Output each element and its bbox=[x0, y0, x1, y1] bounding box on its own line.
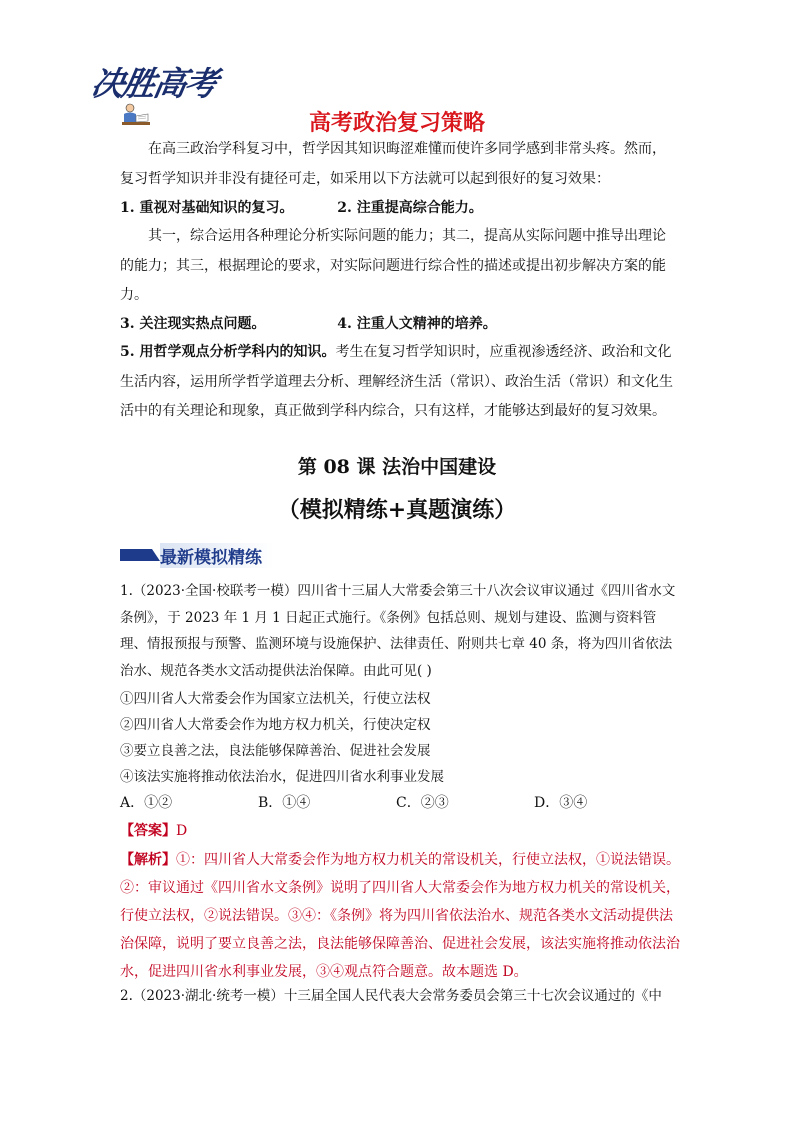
tip-5-text: 考生在复习哲学知识时，应重视渗透经济、政治和文化生活内容，运用所学哲学道理去分析、理解经济生活（常识）、政治生活（常识）和文化生活中的有关理论和现象，真正做到学科内综合，只有这样，才能够达到最好的复习效果。 bbox=[120, 344, 673, 419]
tip-3: 3. 关注现实热点问题。 bbox=[120, 316, 266, 332]
question-1-stem: 1.（2023·全国·校联考一模）四川省十三届人大常委会第三十八次会议审议通过《四川省水文条例》，于 2023 年 1 月 1 日起正式施行。《条例》包括总则、规划与建设、监测与资料管理、情报预报与预警、监测环境与设施保护、法律责任、附则共七章 40 条，将为四川省依法治水、规范各类水文活动提供法治保障。由此可见( ) bbox=[120, 583, 676, 679]
analysis-label: 【解析】 bbox=[120, 852, 176, 868]
section-marker bbox=[120, 549, 160, 561]
analysis-paragraph bbox=[120, 846, 686, 986]
page-title: 高考政治复习策略 bbox=[308, 111, 485, 136]
section-header bbox=[120, 543, 676, 569]
tip-5-paragraph bbox=[120, 338, 676, 427]
question-2-stem: 2.（2023·湖北·统考一模）十三届全国人民代表大会常务委员会第三十七次会议通过的《中 bbox=[120, 988, 662, 1004]
question-1-statement: ①四川省人大常委会作为国家立法机关，行使立法权 bbox=[120, 691, 431, 707]
option-b[interactable]: B．①④ bbox=[258, 795, 311, 811]
answer-label: 【答案】 bbox=[120, 823, 176, 839]
question-1-statement: ③要立良善之法，良法能够保障善治、促进社会发展 bbox=[120, 743, 431, 759]
tips-row-2 bbox=[120, 310, 676, 340]
question-1-options bbox=[120, 792, 676, 816]
option-a[interactable]: A．①② bbox=[120, 795, 173, 811]
question-1-statement: ④该法实施将推动依法治水，促进四川省水利事业发展 bbox=[120, 769, 444, 785]
section-label: 最新模拟精练 bbox=[160, 543, 274, 568]
question-1-statement: ②四川省人大常委会作为地方权力机关，行使决定权 bbox=[120, 717, 431, 733]
tips-row-1 bbox=[120, 194, 676, 224]
tip-2: 2. 注重提高综合能力。 bbox=[337, 200, 483, 216]
tip-4: 4. 注重人文精神的培养。 bbox=[337, 316, 497, 332]
logo-text: 决胜高考 bbox=[88, 64, 220, 103]
option-c[interactable]: C．②③ bbox=[396, 795, 449, 811]
analysis-text: ①：四川省人大常委会作为地方权力机关的常设机关，行使立法权，①说法错误。②：审议通过《四川省水文条例》说明了四川省人大常委会作为地方权力机关的常设机关，行使立法权，②说法错误。③④：《条例》将为四川省依法治水、规范各类水文活动提供法治保障，说明了要立良善之法，良法能够保障善治、促进社会发展，该法实施将推动依法治水，促进四川省水利事业发展，③④观点符合题意。故本题选 D。 bbox=[120, 852, 680, 980]
tip-1: 1. 重视对基础知识的复习。 bbox=[120, 200, 294, 216]
option-d[interactable]: D．③④ bbox=[534, 795, 588, 811]
tip-5: 5. 用哲学观点分析学科内的知识。 bbox=[120, 344, 336, 360]
lesson-title: 第 08 课 法治中国建设 bbox=[297, 456, 497, 478]
ability-paragraph: 其一，综合运用各种理论分析实际问题的能力；其二，提高从实际问题中推导出理论的能力；其三，根据理论的要求，对实际问题进行综合性的描述或提出初步解决方案的能力。 bbox=[120, 228, 666, 303]
lesson-subtitle: （模拟精练+真题演练） bbox=[277, 497, 517, 523]
answer-line bbox=[120, 820, 187, 840]
intro-paragraph: 在高三政治学科复习中，哲学因其知识晦涩难懂而使许多同学感到非常头疼。然而，复习哲学知识并非没有捷径可走，如采用以下方法就可以起到很好的复习效果： bbox=[120, 141, 666, 187]
answer-value: D bbox=[176, 823, 188, 839]
